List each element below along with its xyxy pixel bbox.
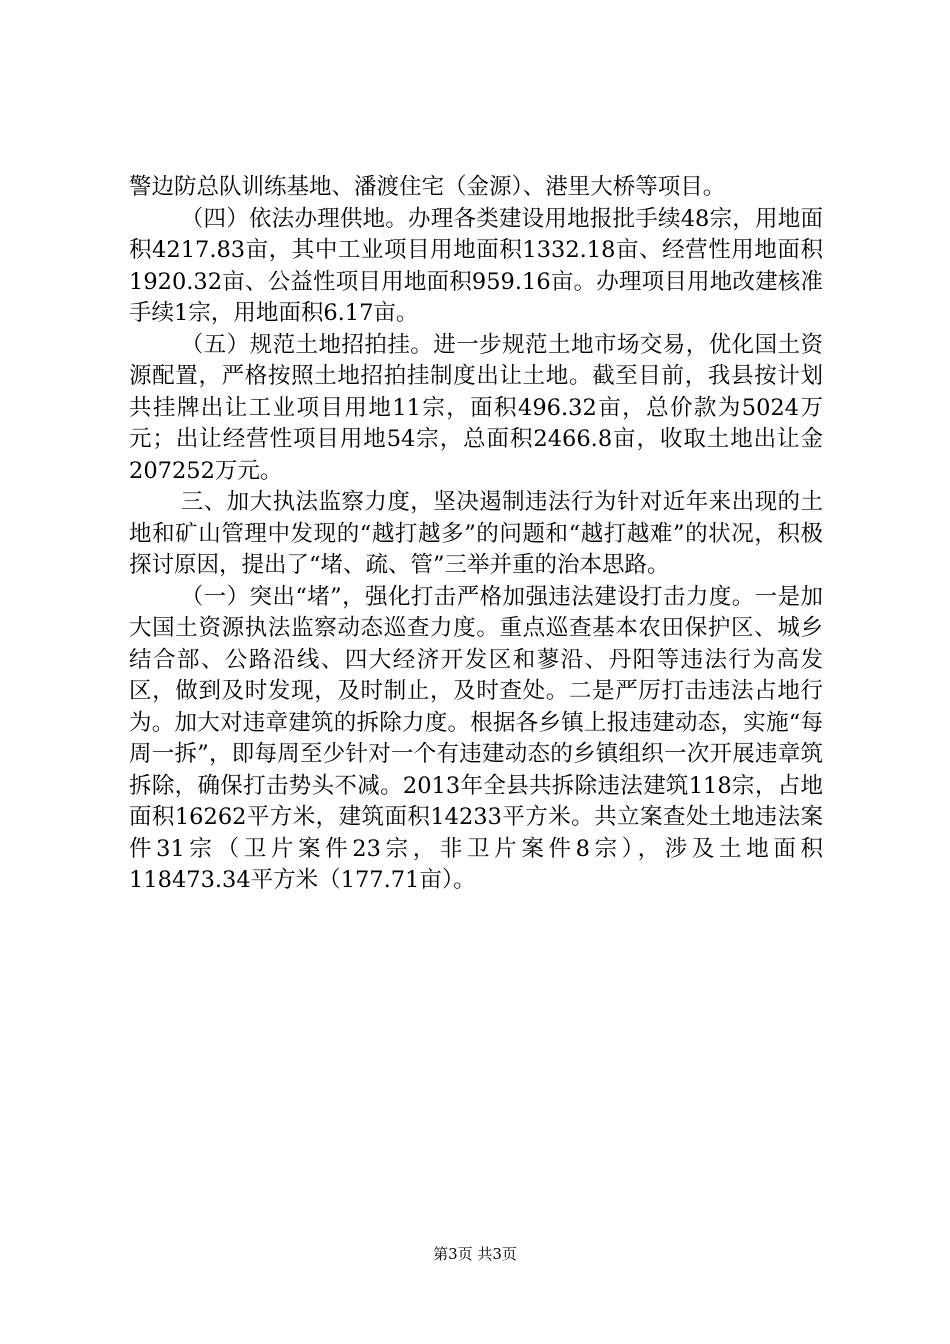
paragraph-land-supply: （四）依法办理供地。办理各类建设用地报批手续48宗，用地面积4217.83亩，其中工业项目用地面积1332.18亩、经营性用地面积1920.32亩、公益性项目用地面积959.16亩。办理项目用地改建核准手续1宗，用地面积6.17亩。	[129, 205, 823, 326]
page-number: 第3页 共3页	[433, 1245, 517, 1263]
paragraph-enforcement-block: （一）突出“堵”，强化打击严格加强违法建设打击力度。一是加大国土资源执法监察动态巡查力度。重点巡查基本农田保护区、城乡结合部、公路沿线、四大经济开发区和蓼沿、丹阳等违法行为高发区，做到及时发现，及时制止，及时查处。二是严厉打击违法占地行为。加大对违章建筑的拆除力度。根据各乡镇上报违建动态，实施“每周一拆”，即每周至少针对一个有违建动态的乡镇组织一次开展违章筑拆除，确保打击势头不减。2013年全县共拆除违法建筑118宗，占地面积16262平方米，建筑面积14233平方米。共立案查处土地违法案件31宗（卫片案件23宗，非卫片案件8宗），涉及土地面积118473.34平方米（177.71亩）。	[129, 583, 823, 893]
paragraph-continuation: 警边防总队训练基地、潘渡住宅（金源）、港里大桥等项目。	[129, 174, 726, 200]
paragraph-enforcement-heading: 三、加大执法监察力度，坚决遏制违法行为针对近年来出现的土地和矿山管理中发现的“越打越多”的问题和“越打越难”的状况，积极探讨原因，提出了“堵、疏、管”三举并重的治本思路。	[129, 489, 823, 578]
document-body	[129, 172, 823, 897]
paragraph-land-auction: （五）规范土地招拍挂。进一步规范土地市场交易，优化国土资源配置，严格按照土地招拍挂制度出让土地。截至目前，我县按计划共挂牌出让工业项目用地11宗，面积496.32亩，总价款为5024万元；出让经营性项目用地54宗，总面积2466.8亩，收取土地出让金207252万元。	[129, 331, 823, 484]
page-footer	[0, 1244, 950, 1264]
